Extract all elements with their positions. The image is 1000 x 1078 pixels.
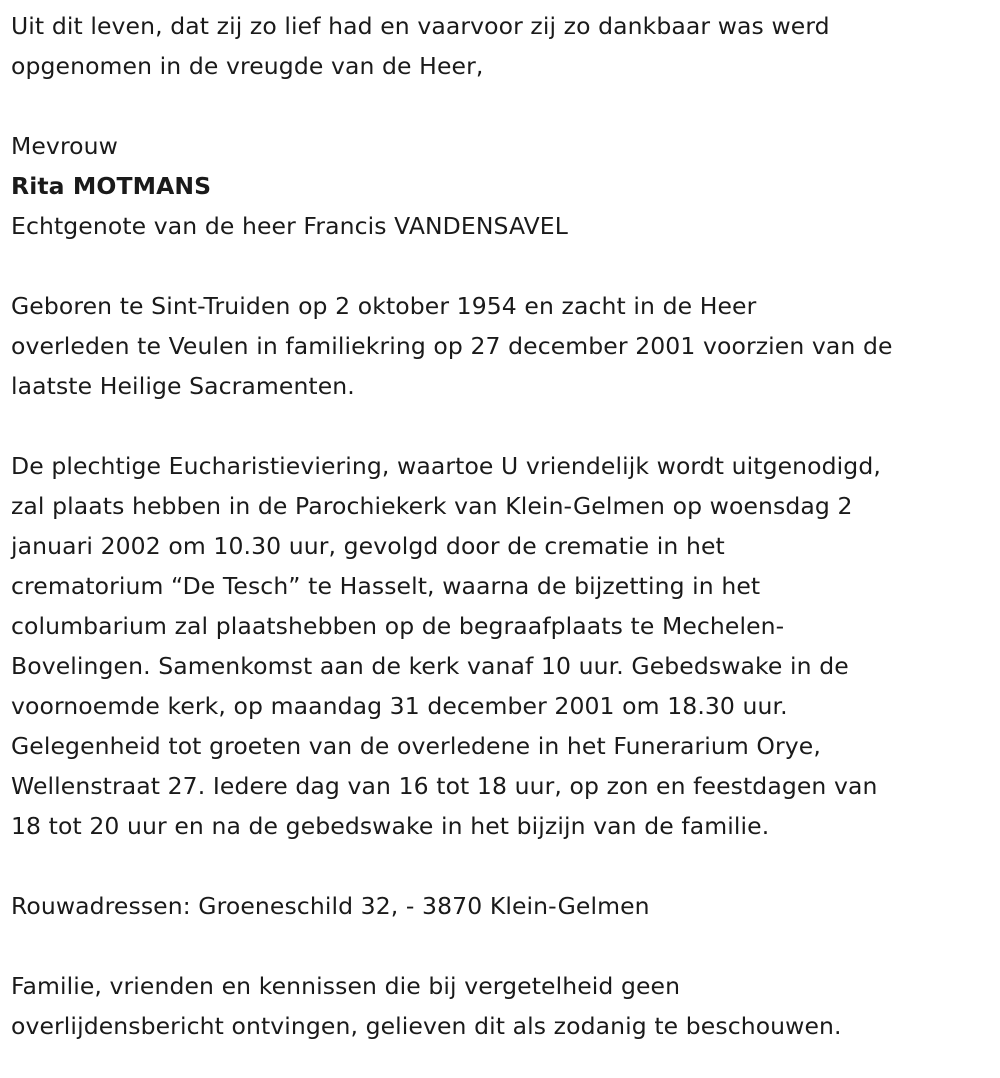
paragraph-spacer: [11, 86, 996, 126]
obituary-notice: [11, 6, 996, 1046]
text-line: Bovelingen. Samenkomst aan de kerk vanaf 10 uur. Gebedswake in de: [11, 652, 849, 680]
text-line: Gelegenheid tot groeten van de overledene in het Funerarium Orye,: [11, 732, 821, 760]
text-line: columbarium zal plaatshebben op de begraafplaats te Mechelen-: [11, 612, 785, 640]
text-line: overlijdensbericht ontvingen, gelieven dit als zodanig te beschouwen.: [11, 1012, 842, 1040]
ceremony-paragraph: [11, 446, 996, 846]
text-line: voornoemde kerk, op maandag 31 december 2001 om 18.30 uur.: [11, 692, 788, 720]
spouse-line: Echtgenote van de heer Francis VANDENSAVEL: [11, 212, 568, 240]
text-line: januari 2002 om 10.30 uur, gevolgd door de crematie in het: [11, 532, 725, 560]
text-line: opgenomen in de vreugde van de Heer,: [11, 52, 484, 80]
text-line: De plechtige Eucharistieviering, waartoe U vriendelijk wordt uitgenodigd,: [11, 452, 881, 480]
birth-death-paragraph: [11, 286, 996, 406]
paragraph-spacer: [11, 846, 996, 886]
honorific: Mevrouw: [11, 132, 118, 160]
text-line: Uit dit leven, dat zij zo lief had en vaarvoor zij zo dankbaar was werd: [11, 12, 830, 40]
text-line: crematorium “De Tesch” te Hasselt, waarna de bijzetting in het: [11, 572, 761, 600]
text-line: laatste Heilige Sacramenten.: [11, 372, 355, 400]
text-line: zal plaats hebben in de Parochiekerk van Klein-Gelmen op woensdag 2: [11, 492, 853, 520]
paragraph-spacer: [11, 926, 996, 966]
closing-paragraph: [11, 966, 996, 1046]
mourning-address: Rouwadressen: Groeneschild 32, - 3870 Klein-Gelmen: [11, 892, 650, 920]
text-line: 18 tot 20 uur en na de gebedswake in het bijzijn van de familie.: [11, 812, 770, 840]
intro-paragraph: [11, 6, 996, 86]
text-line: overleden te Veulen in familiekring op 27 december 2001 voorzien van de: [11, 332, 893, 360]
paragraph-spacer: [11, 406, 996, 446]
text-line: Familie, vrienden en kennissen die bij vergetelheid geen: [11, 972, 681, 1000]
paragraph-spacer: [11, 246, 996, 286]
deceased-name: Rita MOTMANS: [11, 172, 212, 200]
text-line: Wellenstraat 27. Iedere dag van 16 tot 18 uur, op zon en feestdagen van: [11, 772, 878, 800]
text-line: Geboren te Sint-Truiden op 2 oktober 1954 en zacht in de Heer: [11, 292, 757, 320]
